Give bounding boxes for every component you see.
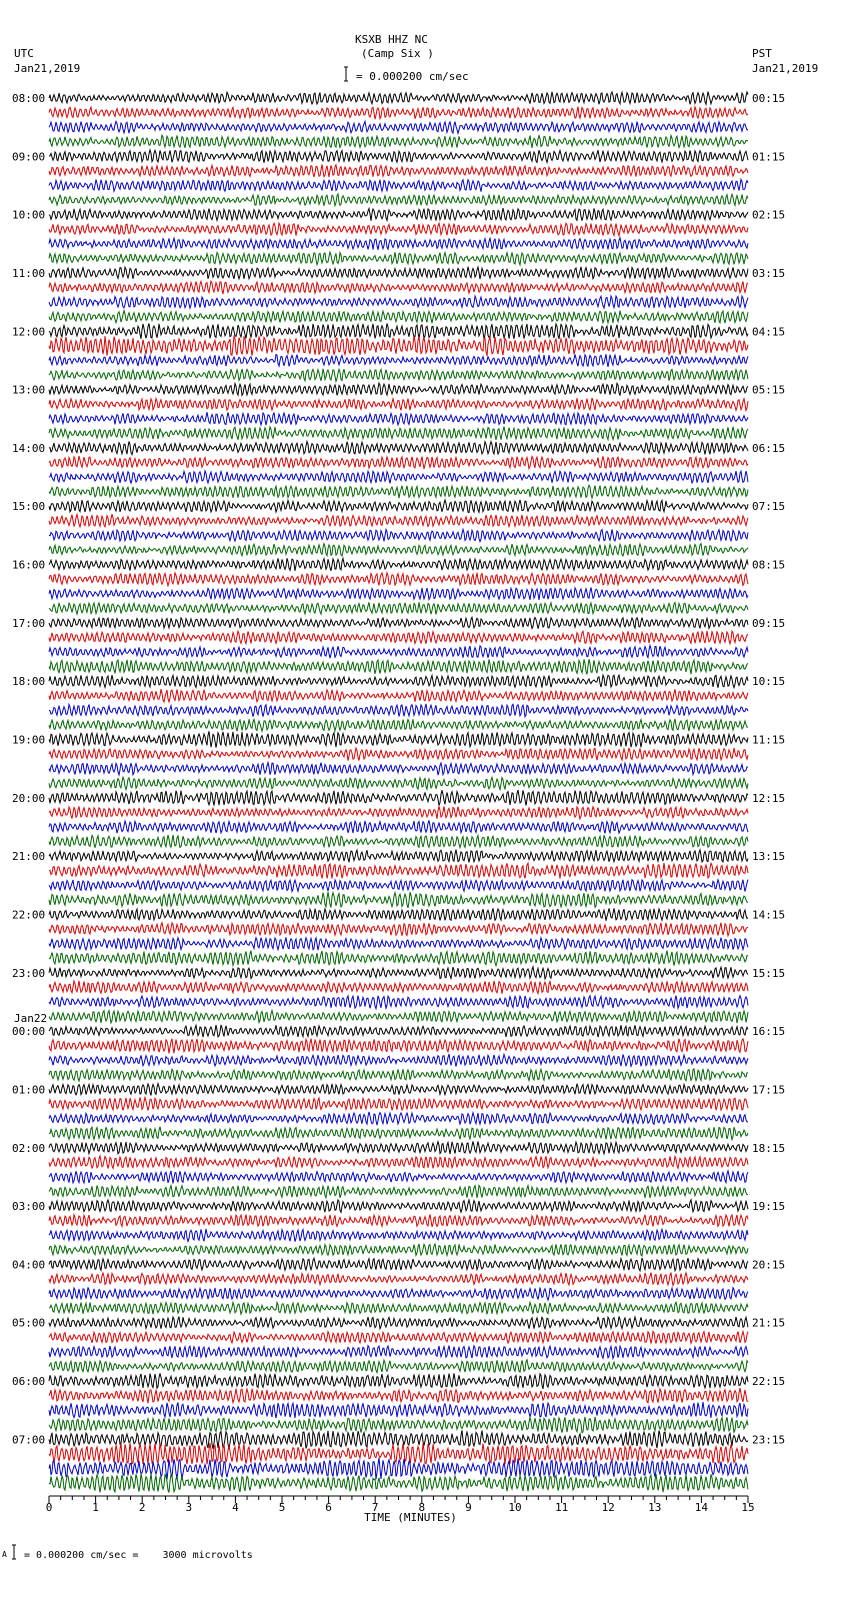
trace-row [49,1302,748,1314]
trace-row [49,1010,748,1023]
utc-hour-label: 14:00 [12,441,46,455]
trace-row [49,646,748,659]
trace-row [49,121,748,133]
trace-row [49,617,748,628]
trace-row [49,296,748,308]
trace-row [49,850,748,863]
utc-hour-label: 19:00 [12,733,46,747]
trace-row [49,689,748,702]
time-tick-label: 3 [185,1501,193,1514]
trace-row [49,820,748,833]
trace-row [49,238,748,250]
utc-hour-label: 03:00 [12,1200,46,1214]
time-tick-label: 11 [554,1501,569,1514]
trace-row [49,529,748,541]
pst-hour-label: 11:15 [752,733,786,747]
time-tick-label: 10 [508,1501,522,1514]
pst-hour-label: 09:15 [752,616,786,630]
footer-scale-note: = 0.000200 cm/sec = 3000 microvolts [24,1550,253,1561]
trace-row [49,996,748,1009]
trace-row [49,1084,748,1096]
trace-row [49,150,748,163]
utc-hour-label: 06:00 [12,1375,46,1389]
trace-row [49,631,748,644]
trace-row [49,892,748,908]
trace-row [49,908,748,920]
trace-row [49,1473,748,1492]
trace-row [49,383,748,396]
trace-row [49,573,748,586]
trace-row [49,354,748,367]
time-tick-label: 12 [601,1501,615,1514]
utc-hour-label: 16:00 [12,558,46,572]
pst-hour-label: 17:15 [752,1083,786,1097]
trace-row [49,704,748,717]
trace-row [49,1273,748,1286]
trace-row [49,500,748,513]
trace-row [49,967,748,979]
trace-row [49,1244,748,1256]
time-tick-label: 0 [45,1501,53,1514]
time-tick-label: 5 [278,1501,286,1514]
pst-hour-label: 14:15 [752,908,786,922]
pst-date: Jan21,2019 [752,62,819,75]
trace-row [49,1141,748,1154]
trace-row [49,485,748,498]
trace-row [49,412,748,425]
pst-hour-label: 19:15 [752,1200,786,1214]
trace-row [49,880,748,892]
pst-hour-label: 12:15 [752,791,786,805]
pst-hour-label: 10:15 [752,675,786,689]
trace-row [49,1171,748,1184]
pst-hour-label: 08:15 [752,558,786,572]
time-tick-label: 4 [232,1501,239,1514]
utc-hour-label: 20:00 [12,791,46,805]
utc-hour-label: 09:00 [12,150,46,164]
time-tick-label: 15 [741,1501,755,1514]
date-change-label: Jan22 [14,1012,48,1026]
pst-hour-label: 00:15 [752,92,786,105]
trace-group [49,92,748,1493]
trace-row [49,1156,748,1169]
trace-row [49,323,748,338]
trace-row [49,336,748,356]
scale-label: = 0.000200 cm/sec [356,70,469,83]
pst-hour-label: 13:15 [752,850,786,864]
trace-row [49,1112,748,1125]
pst-hour-label: 21:15 [752,1316,786,1330]
time-axis [46,1496,755,1524]
trace-row [49,179,748,191]
utc-hour-label: 13:00 [12,383,46,397]
trace-row [49,1258,748,1271]
pst-hour-label: 06:15 [752,441,786,455]
trace-row [49,790,748,806]
utc-hour-label: 21:00 [12,850,46,864]
trace-row [49,1054,748,1066]
trace-row [49,602,748,614]
trace-row [49,1039,748,1054]
trace-row [49,937,748,950]
utc-hour-label: 10:00 [12,208,46,222]
trace-row [49,1316,748,1328]
time-tick-label: 9 [465,1501,472,1514]
trace-row [49,1127,748,1140]
trace-row [49,731,748,747]
trace-row [49,777,748,790]
trace-row [49,1200,748,1213]
trace-row [49,1331,748,1343]
utc-hour-label: 22:00 [12,908,46,922]
trace-row [49,863,748,879]
footer-scale-icon [11,1544,17,1560]
pst-hour-label: 07:15 [752,500,786,514]
pst-hour-label: 18:15 [752,1141,786,1155]
trace-row [49,194,748,206]
pst-hour-label: 03:15 [752,266,786,280]
trace-row [49,1430,748,1449]
time-tick-label: 13 [648,1501,662,1514]
x-axis-label: TIME (MINUTES) [364,1511,457,1524]
utc-hour-label: 08:00 [12,92,46,105]
trace-row [49,763,748,776]
utc-date: Jan21,2019 [14,62,81,75]
utc-hour-label: 04:00 [12,1258,46,1272]
time-tick-label: 7 [371,1501,379,1514]
trace-row [49,544,748,557]
trace-row [49,514,748,527]
footer-mark: A [2,1550,7,1559]
trace-row [49,1360,748,1373]
trace-row [49,471,748,484]
trace-row [49,1097,748,1110]
pst-hour-label: 16:15 [752,1025,786,1039]
trace-row [49,1229,748,1242]
utc-hour-label: 12:00 [12,325,46,339]
pst-hour-label: 20:15 [752,1258,786,1272]
utc-hour-label: 07:00 [12,1433,46,1447]
trace-row [49,1373,748,1389]
trace-row [49,748,748,761]
trace-row [49,1417,748,1433]
time-tick-label: 2 [138,1501,146,1514]
trace-row [49,164,748,177]
trace-row [49,92,748,105]
time-tick-label: 14 [694,1501,709,1514]
station-title: KSXB HHZ NC [355,33,428,46]
trace-row [49,659,748,674]
trace-row [49,1025,748,1037]
trace-row [49,223,748,236]
trace-row [49,806,748,819]
time-tick-label: 6 [325,1501,332,1514]
trace-row [49,208,748,221]
station-location: (Camp Six ) [361,47,434,60]
trace-row [49,456,748,469]
utc-hour-label: 17:00 [12,616,46,630]
pst-hour-label: 15:15 [752,966,786,980]
trace-row [49,281,748,294]
utc-hour-label: 05:00 [12,1316,46,1330]
trace-row [49,981,748,994]
trace-row [49,719,748,731]
trace-row [49,558,748,571]
utc-hour-label: 00:00 [12,1025,46,1039]
trace-row [49,369,748,382]
trace-row [49,398,748,411]
time-tick-label: 8 [418,1501,426,1514]
trace-row [49,267,748,280]
trace-row [49,951,748,966]
time-tick-label: 1 [92,1501,99,1514]
pst-hour-label: 23:15 [752,1433,786,1447]
trace-row [49,1402,748,1418]
trace-row [49,835,748,848]
utc-label: UTC [14,47,34,60]
trace-row [49,135,748,148]
trace-row [49,1287,748,1300]
pst-hour-label: 02:15 [752,208,786,222]
utc-hour-label: 15:00 [12,500,46,514]
utc-hour-label: 01:00 [12,1083,46,1097]
utc-hour-label: 02:00 [12,1141,46,1155]
utc-hour-label: 23:00 [12,966,46,980]
trace-row [49,923,748,936]
pst-hour-label: 05:15 [752,383,786,397]
utc-hour-label: 11:00 [12,266,46,280]
trace-row [49,1346,748,1359]
trace-row [49,1069,748,1081]
trace-row [49,1215,748,1227]
trace-row [49,107,748,120]
utc-hour-label: 18:00 [12,675,46,689]
pst-hour-label: 22:15 [752,1375,786,1389]
trace-row [49,442,748,455]
trace-row [49,675,748,688]
trace-row [49,587,748,600]
pst-hour-label: 01:15 [752,150,786,164]
trace-row [49,1185,748,1198]
pst-hour-label: 04:15 [752,325,786,339]
trace-row [49,311,748,324]
pst-label: PST [752,47,772,60]
trace-row [49,1388,748,1403]
trace-row [49,252,748,265]
trace-row [49,427,748,440]
